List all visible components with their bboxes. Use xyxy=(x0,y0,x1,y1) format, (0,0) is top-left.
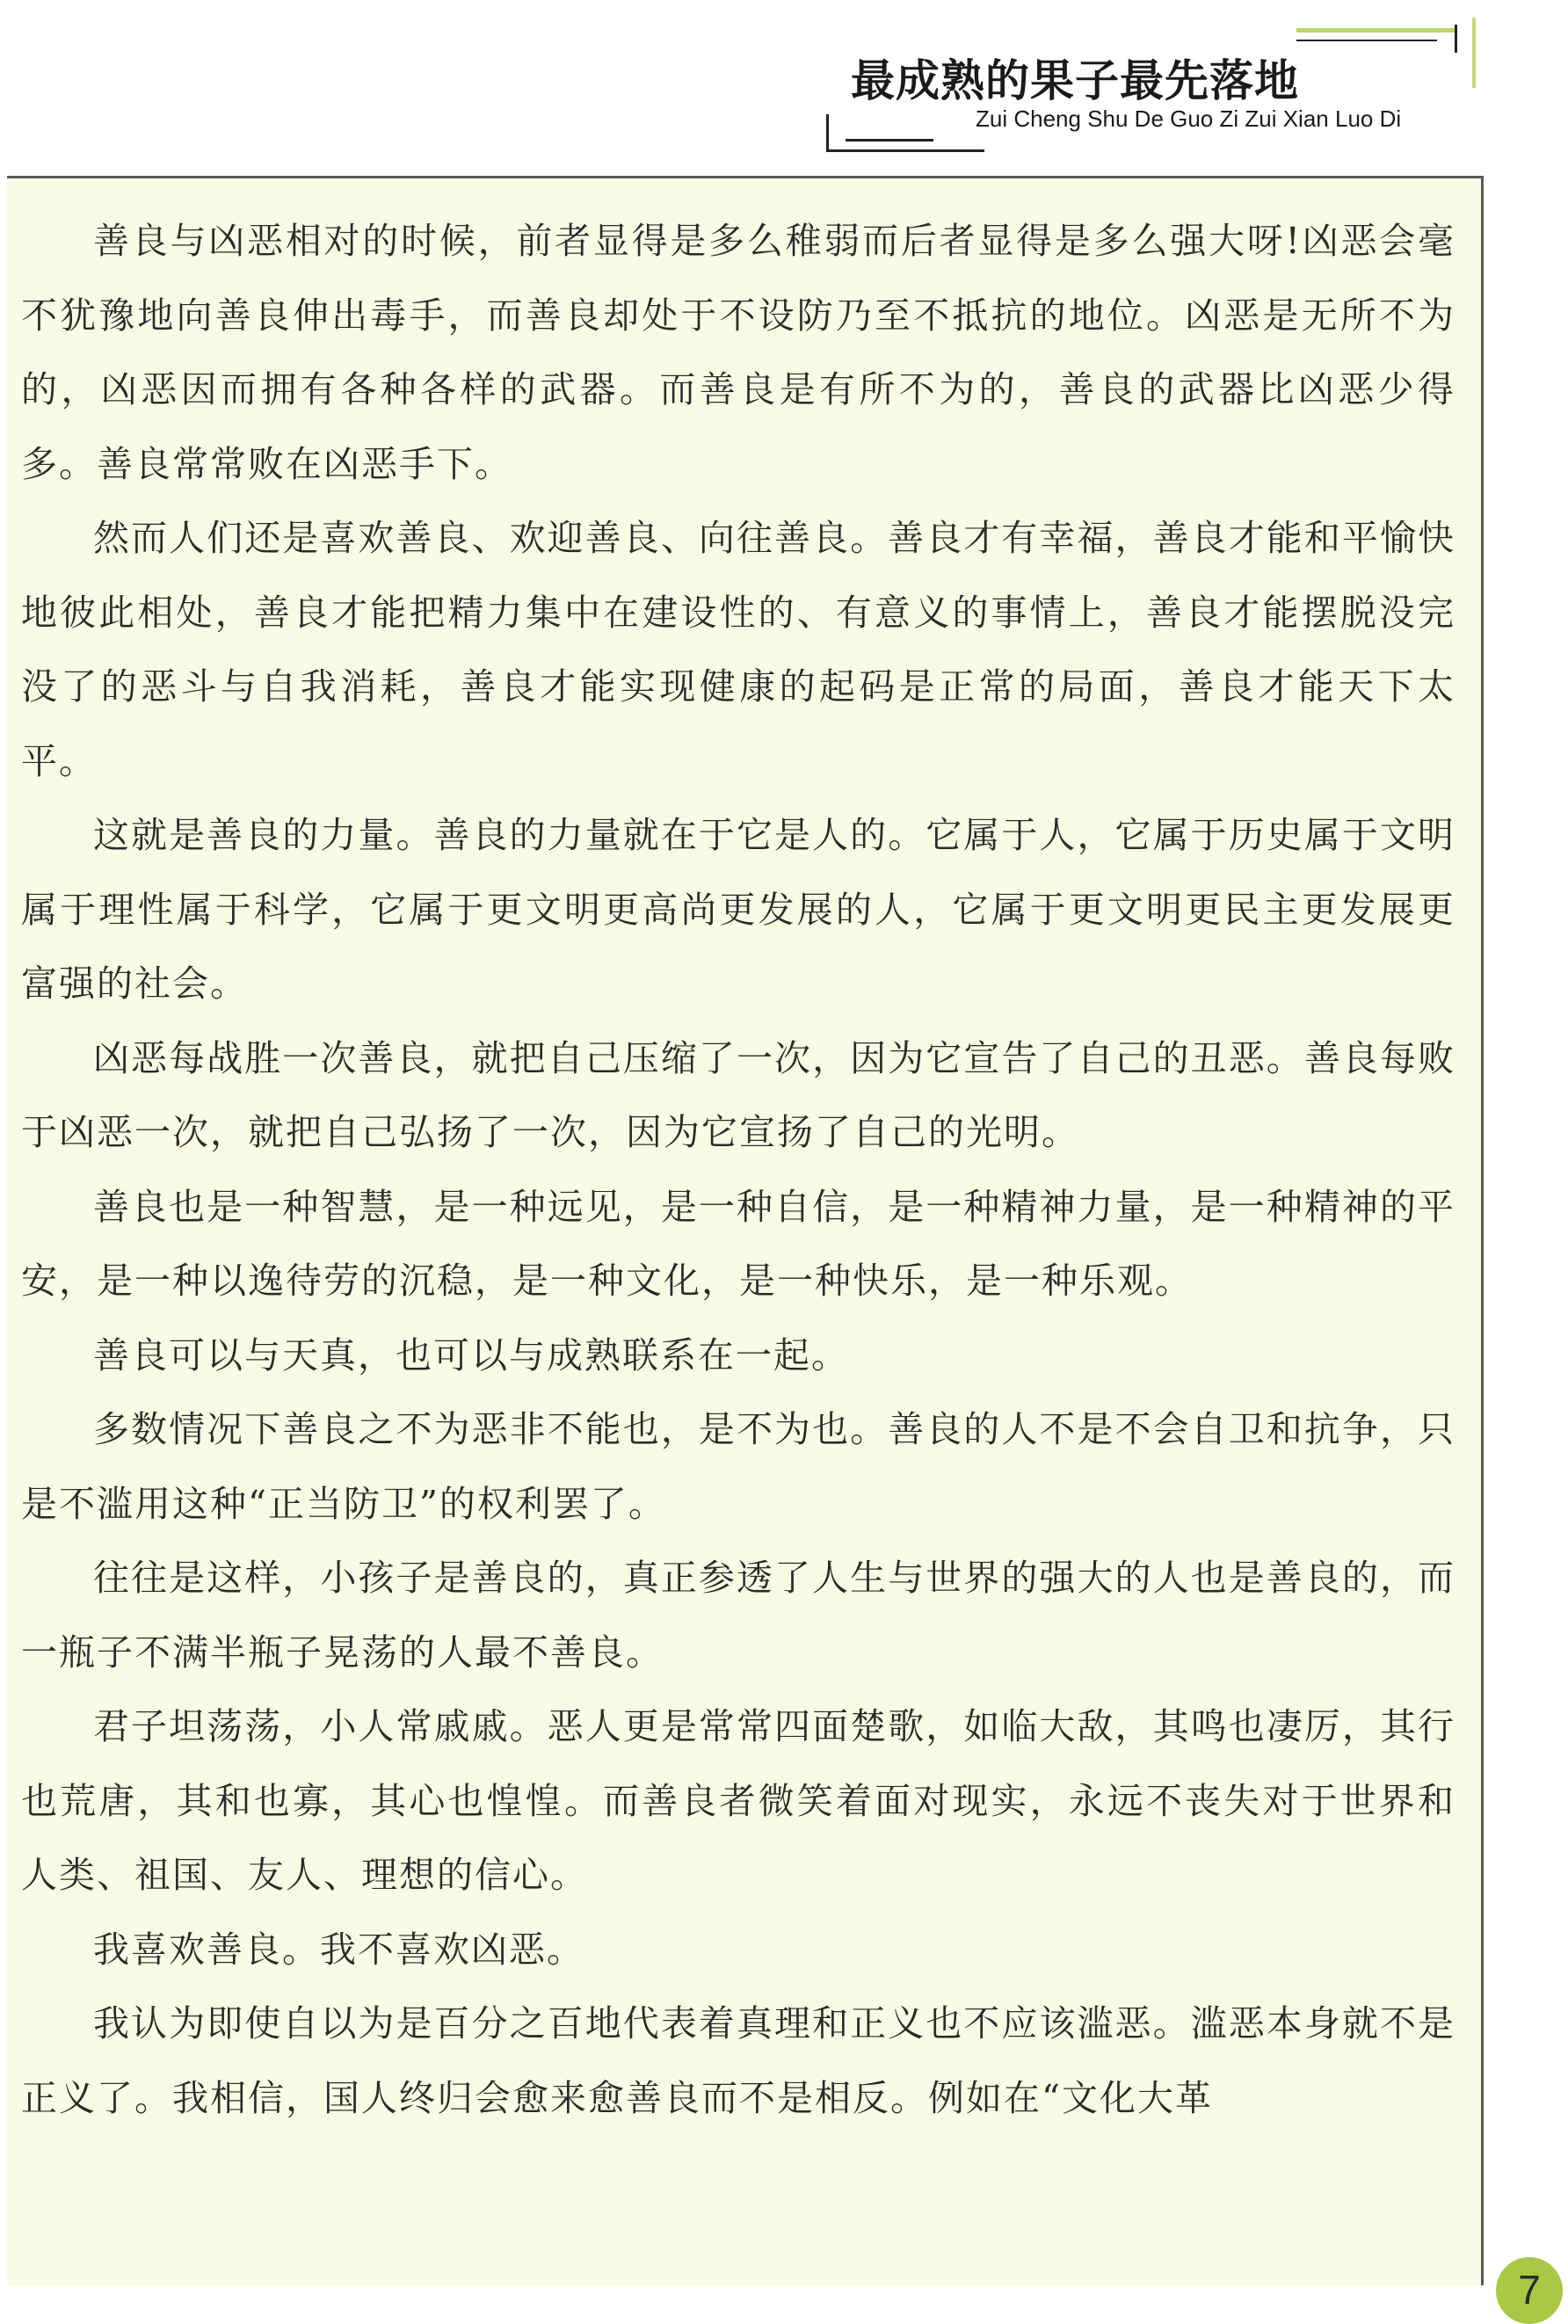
header-ornament-top-line xyxy=(1296,28,1455,33)
page-title: 最成熟的果子最先落地 xyxy=(851,55,1299,106)
header-bracket-inner xyxy=(846,139,933,142)
header-ornament-side-bar xyxy=(1472,18,1476,88)
paragraph: 凶恶每战胜一次善良，就把自己压缩了一次，因为它宣告了自己的丑恶。善良每败于凶恶一次，就把自己弘扬了一次，因为它宣扬了自己的光明。 xyxy=(21,1036,1455,1153)
page-title-pinyin: Zui Cheng Shu De Guo Zi Zui Xian Luo Di xyxy=(976,105,1402,132)
paragraph: 君子坦荡荡，小人常戚戚。恶人更是常常四面楚歌，如临大敌，其鸣也凄厉，其行也荒唐，其和也寡，其心也惶惶。而善良者微笑着面对现实，永远不丧失对于世界和人类、祖国、友人、理想的信心。 xyxy=(21,1705,1455,1896)
paragraph: 善良也是一种智慧，是一种远见，是一种自信，是一种精神力量，是一种精神的平安，是一种以逸待劳的沉稳，是一种文化，是一种快乐，是一种乐观。 xyxy=(21,1185,1455,1302)
header-bracket-horizontal xyxy=(826,149,984,152)
paragraph: 往往是这样，小孩子是善良的，真正参透了人生与世界的强大的人也是善良的，而一瓶子不满半瓶子晃荡的人最不善良。 xyxy=(21,1557,1455,1674)
paragraph: 善良与凶恶相对的时候，前者显得是多么稚弱而后者显得是多么强大呀!凶恶会毫不犹豫地向善良伸出毒手，而善良却处于不设防乃至不抵抗的地位。凶恶是无所不为的，凶恶因而拥有各种各样的武器。而善良是有所不为的，善良的武器比凶恶少得多。善良常常败在凶恶手下。 xyxy=(21,220,1455,485)
paragraph: 然而人们还是喜欢善良、欢迎善良、向往善良。善良才有幸福，善良才能和平愉快地彼此相处，善良才能把精力集中在建设性的、有意义的事情上，善良才能摆脱没完没了的恶斗与自我消耗，善良才能实现健康的起码是正常的局面，善良才能天下太平。 xyxy=(21,517,1455,782)
header-ornament-tick xyxy=(1455,25,1457,53)
paragraph: 这就是善良的力量。善良的力量就在于它是人的。它属于人，它属于历史属于文明属于理性属于科学，它属于更文明更高尚更发展的人，它属于更文明更民主更发展更富强的社会。 xyxy=(21,814,1455,1005)
page-number-badge: 7 xyxy=(1496,2257,1563,2324)
header-bracket-vertical xyxy=(826,114,829,151)
header-ornament-top-line-2 xyxy=(1296,40,1437,41)
paragraph: 多数情况下善良之不为恶非不能也，是不为也。善良的人不是不会自卫和抗争，只是不滥用这种“正当防卫”的权利罢了。 xyxy=(21,1408,1455,1525)
paragraph: 我喜欢善良。我不喜欢凶恶。 xyxy=(93,1928,584,1971)
article-body xyxy=(21,204,1455,2135)
paragraph: 我认为即使自以为是百分之百地代表着真理和正义也不应该滥恶。滥恶本身就不是正义了。我相信，国人终归会愈来愈善良而不是相反。例如在“文化大革 xyxy=(21,2002,1455,2119)
paragraph: 善良可以与天真，也可以与成熟联系在一起。 xyxy=(93,1333,849,1376)
